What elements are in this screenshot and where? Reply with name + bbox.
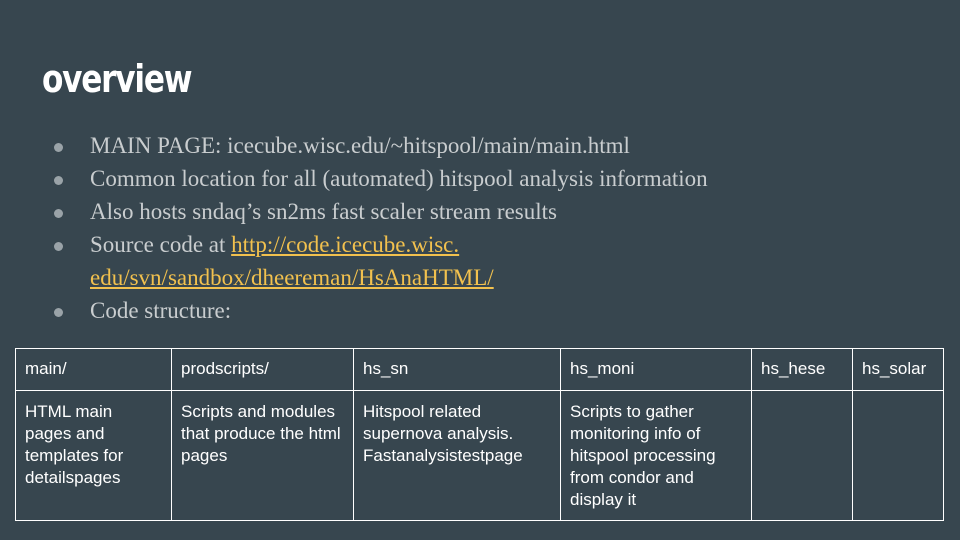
bullet-dot-icon	[54, 143, 63, 152]
bullet-text: Also hosts sndaq’s sn2ms fast scaler stream results	[90, 199, 557, 224]
source-link-line1: http://code.icecube.wisc.	[231, 232, 460, 257]
slide-title: overview	[42, 57, 192, 101]
bullet-dot-icon	[54, 209, 63, 218]
bullet-text: Source code at	[90, 232, 232, 257]
bullet-item-code-structure	[52, 294, 932, 327]
code-structure-table	[15, 348, 944, 521]
bullet-item-main-page	[52, 129, 932, 162]
header-hs-hese: hs_hese	[752, 349, 853, 391]
bullet-text: Common location for all (automated) hitspool analysis information	[90, 166, 708, 191]
header-hs-moni: hs_moni	[561, 349, 752, 391]
bullet-dot-icon	[54, 176, 63, 185]
header-main: main/	[16, 349, 172, 391]
cell-main-description: HTML main pages and templates for detailspages	[16, 391, 172, 521]
source-link-line2: edu/svn/sandbox/dheereman/HsAnaHTML/	[90, 265, 494, 290]
bullet-text: MAIN PAGE: icecube.wisc.edu/~hitspool/main/main.html	[90, 133, 630, 158]
bullet-item-also-hosts	[52, 195, 932, 228]
bullet-item-common-location	[52, 162, 932, 195]
table-header-row	[16, 349, 944, 391]
cell-hs-sn-description: Hitspool related supernova analysis. Fastanalysistestpage	[354, 391, 561, 521]
table-row	[16, 391, 944, 521]
bullet-item-source-code	[52, 228, 932, 294]
header-hs-solar: hs_solar	[853, 349, 944, 391]
header-prodscripts: prodscripts/	[172, 349, 354, 391]
bullet-dot-icon	[54, 242, 63, 251]
cell-prodscripts-description: Scripts and modules that produce the html pages	[172, 391, 354, 521]
cell-hs-hese-description	[752, 391, 853, 521]
bullet-text: Code structure:	[90, 298, 232, 323]
header-hs-sn: hs_sn	[354, 349, 561, 391]
bullet-list	[52, 129, 932, 327]
cell-hs-solar-description	[853, 391, 944, 521]
cell-hs-moni-description: Scripts to gather monitoring info of hitspool processing from condor and display it	[561, 391, 752, 521]
bullet-dot-icon	[54, 308, 63, 317]
